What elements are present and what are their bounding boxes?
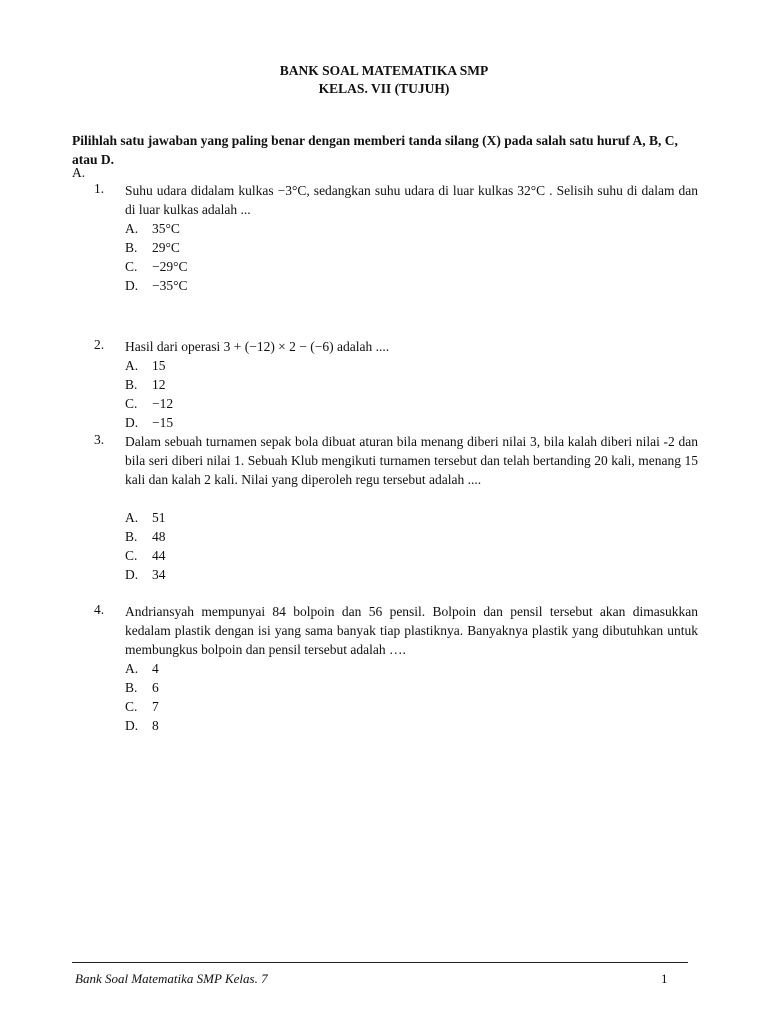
option-text: 6 — [152, 680, 159, 695]
question-number: 4. — [94, 602, 105, 617]
option-text: −35°C — [152, 278, 188, 293]
option-text: 44 — [152, 548, 166, 563]
option-text: 4 — [152, 661, 159, 676]
answer-option — [125, 356, 425, 375]
footer-text: Bank Soal Matematika SMP Kelas. 7 — [75, 971, 268, 986]
section-label: A. — [72, 165, 86, 180]
option-letter: A. — [125, 358, 139, 373]
option-text: 51 — [152, 510, 166, 525]
option-letter: A. — [125, 221, 139, 236]
option-text: 48 — [152, 529, 166, 544]
option-letter: B. — [125, 240, 138, 255]
option-text: 35°C — [152, 221, 180, 236]
answer-option — [125, 257, 425, 276]
option-text: 34 — [152, 567, 166, 582]
option-letter: D. — [125, 278, 139, 293]
option-letter: A. — [125, 510, 139, 525]
option-text: −12 — [152, 396, 174, 411]
footer-divider — [72, 962, 688, 963]
question-text: Hasil dari operasi 3 + (−12) × 2 − (−6) adalah .... — [125, 339, 390, 354]
option-text: 7 — [152, 699, 159, 714]
option-text: 8 — [152, 718, 159, 733]
document-title: BANK SOAL MATEMATIKA SMP — [279, 63, 489, 78]
option-letter: D. — [125, 415, 139, 430]
instruction-text: Pilihlah satu jawaban yang paling benar dengan memberi tanda silang (X) pada salah satu huruf A, B, C, atau D. — [72, 133, 678, 167]
question-number: 3. — [94, 432, 105, 447]
option-letter: A. — [125, 661, 139, 676]
option-letter: C. — [125, 548, 138, 563]
answer-option — [125, 508, 425, 527]
option-text: −29°C — [152, 259, 188, 274]
option-letter: D. — [125, 718, 139, 733]
option-letter: B. — [125, 680, 138, 695]
question-text: Dalam sebuah turnamen sepak bola dibuat aturan bila menang diberi nilai 3, bila kalah diberi nilai -2 dan bila seri diberi nilai 1. Sebuah Klub mengikuti turnamen tersebut dan telah bertanding 20 kali, menang 15 kali dan kalah 2 kali. Nilai yang diperoleh regu tersebut adalah .... — [125, 434, 698, 487]
answer-option — [125, 716, 425, 735]
answer-option — [125, 238, 425, 257]
option-text: 29°C — [152, 240, 180, 255]
answer-option — [125, 697, 425, 716]
option-letter: C. — [125, 699, 138, 714]
document-subtitle: KELAS. VII (TUJUH) — [318, 81, 450, 96]
option-text: −15 — [152, 415, 174, 430]
option-text: 15 — [152, 358, 166, 373]
question-number: 1. — [94, 181, 105, 196]
option-text: 12 — [152, 377, 166, 392]
answer-option — [125, 394, 425, 413]
answer-option — [125, 276, 425, 295]
answer-option — [125, 219, 425, 238]
page-number: 1 — [661, 971, 668, 986]
question-text: Suhu udara didalam kulkas −3°C, sedangkan suhu udara di luar kulkas 32°C . Selisih suhu di dalam dan di luar kulkas adalah ... — [125, 183, 698, 217]
answer-option — [125, 659, 425, 678]
answer-option — [125, 678, 425, 697]
option-letter: B. — [125, 529, 138, 544]
answer-option — [125, 565, 425, 584]
answer-option — [125, 527, 425, 546]
option-letter: B. — [125, 377, 138, 392]
answer-option — [125, 413, 425, 432]
option-letter: D. — [125, 567, 139, 582]
question-number: 2. — [94, 337, 105, 352]
question-text: Andriansyah mempunyai 84 bolpoin dan 56 pensil. Bolpoin dan pensil tersebut akan dimasukkan kedalam plastik dengan isi yang sama banyak tiap plastiknya. Banyaknya plastik yang dibutuhkan untuk membungkus bolpoin dan pensil tersebut adalah …. — [125, 604, 698, 657]
option-letter: C. — [125, 259, 138, 274]
option-letter: C. — [125, 396, 138, 411]
answer-option — [125, 375, 425, 394]
answer-option — [125, 546, 425, 565]
